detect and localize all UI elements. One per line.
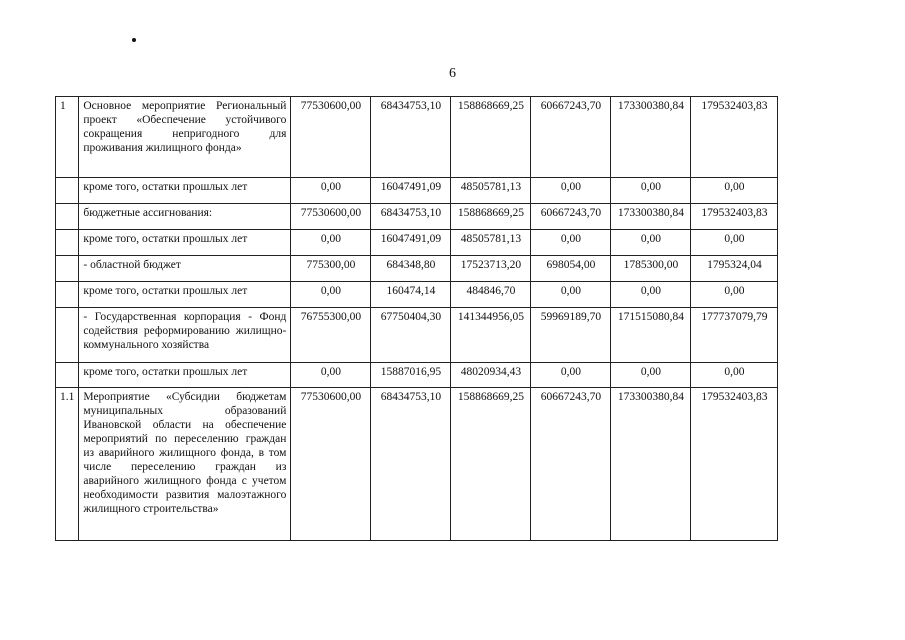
table-row — [56, 178, 778, 204]
row-number — [56, 282, 79, 308]
value-cell: 0,00 — [531, 363, 611, 388]
value-cell: 0,00 — [691, 282, 778, 308]
value-cell: 0,00 — [291, 230, 371, 256]
value-cell: 0,00 — [531, 178, 611, 204]
row-number — [56, 256, 79, 282]
value-cell: 68434753,10 — [371, 204, 451, 230]
budget-table — [55, 96, 778, 541]
value-cell: 173300380,84 — [611, 97, 691, 178]
row-number — [56, 363, 79, 388]
value-cell: 0,00 — [691, 178, 778, 204]
row-description: кроме того, остатки прошлых лет — [79, 230, 291, 256]
row-description: кроме того, остатки прошлых лет — [79, 363, 291, 388]
value-cell: 158868669,25 — [451, 388, 531, 541]
value-cell: 179532403,83 — [691, 204, 778, 230]
table-row — [56, 230, 778, 256]
value-cell: 684348,80 — [371, 256, 451, 282]
value-cell: 171515080,84 — [611, 308, 691, 363]
stray-dot-mark — [132, 38, 136, 42]
value-cell: 0,00 — [611, 178, 691, 204]
value-cell: 0,00 — [531, 282, 611, 308]
value-cell: 177737079,79 — [691, 308, 778, 363]
value-cell: 775300,00 — [291, 256, 371, 282]
row-number — [56, 308, 79, 363]
row-number — [56, 230, 79, 256]
value-cell: 0,00 — [611, 363, 691, 388]
value-cell: 484846,70 — [451, 282, 531, 308]
value-cell: 15887016,95 — [371, 363, 451, 388]
value-cell: 173300380,84 — [611, 204, 691, 230]
value-cell: 77530600,00 — [291, 97, 371, 178]
page-number: 6 — [449, 66, 456, 81]
value-cell: 67750404,30 — [371, 308, 451, 363]
row-description: бюджетные ассигнования: — [79, 204, 291, 230]
row-description: кроме того, остатки прошлых лет — [79, 178, 291, 204]
value-cell: 173300380,84 — [611, 388, 691, 541]
value-cell: 1795324,04 — [691, 256, 778, 282]
value-cell: 77530600,00 — [291, 204, 371, 230]
value-cell: 0,00 — [611, 230, 691, 256]
value-cell: 160474,14 — [371, 282, 451, 308]
row-number — [56, 204, 79, 230]
row-number: 1.1 — [56, 388, 79, 541]
value-cell: 16047491,09 — [371, 230, 451, 256]
table-row — [56, 363, 778, 388]
value-cell: 0,00 — [691, 230, 778, 256]
row-description: - Государственная корпорация - Фонд содействия реформированию жилищно-коммунального хозяйства — [79, 308, 291, 363]
value-cell: 59969189,70 — [531, 308, 611, 363]
value-cell: 77530600,00 — [291, 388, 371, 541]
table-row — [56, 388, 778, 541]
value-cell: 0,00 — [611, 282, 691, 308]
value-cell: 0,00 — [291, 178, 371, 204]
table-row — [56, 97, 778, 178]
table-row — [56, 256, 778, 282]
value-cell: 158868669,25 — [451, 204, 531, 230]
value-cell: 48505781,13 — [451, 230, 531, 256]
value-cell: 0,00 — [291, 282, 371, 308]
table-row — [56, 204, 778, 230]
value-cell: 158868669,25 — [451, 97, 531, 178]
value-cell: 0,00 — [691, 363, 778, 388]
value-cell: 141344956,05 — [451, 308, 531, 363]
value-cell: 60667243,70 — [531, 388, 611, 541]
value-cell: 16047491,09 — [371, 178, 451, 204]
value-cell: 1785300,00 — [611, 256, 691, 282]
row-description: - областной бюджет — [79, 256, 291, 282]
value-cell: 68434753,10 — [371, 97, 451, 178]
value-cell: 68434753,10 — [371, 388, 451, 541]
value-cell: 0,00 — [291, 363, 371, 388]
row-number: 1 — [56, 97, 79, 178]
value-cell: 60667243,70 — [531, 97, 611, 178]
value-cell: 698054,00 — [531, 256, 611, 282]
row-number — [56, 178, 79, 204]
value-cell: 0,00 — [531, 230, 611, 256]
row-description: кроме того, остатки прошлых лет — [79, 282, 291, 308]
row-description: Основное мероприятие Региональный проект «Обеспечение устойчивого сокращения непригодного для проживания жилищного фонда» — [79, 97, 291, 178]
table-row — [56, 308, 778, 363]
table-row — [56, 282, 778, 308]
value-cell: 48505781,13 — [451, 178, 531, 204]
value-cell: 48020934,43 — [451, 363, 531, 388]
value-cell: 60667243,70 — [531, 204, 611, 230]
value-cell: 76755300,00 — [291, 308, 371, 363]
value-cell: 179532403,83 — [691, 388, 778, 541]
value-cell: 179532403,83 — [691, 97, 778, 178]
row-description: Мероприятие «Субсидии бюджетам муниципальных образований Ивановской области на обеспечение мероприятий по переселению граждан из аварийного жилищного фонда, в том числе переселению граждан из аварийного жилищного фонда с учетом необходимости развития малоэтажного жилищного строительства» — [79, 388, 291, 541]
value-cell: 17523713,20 — [451, 256, 531, 282]
